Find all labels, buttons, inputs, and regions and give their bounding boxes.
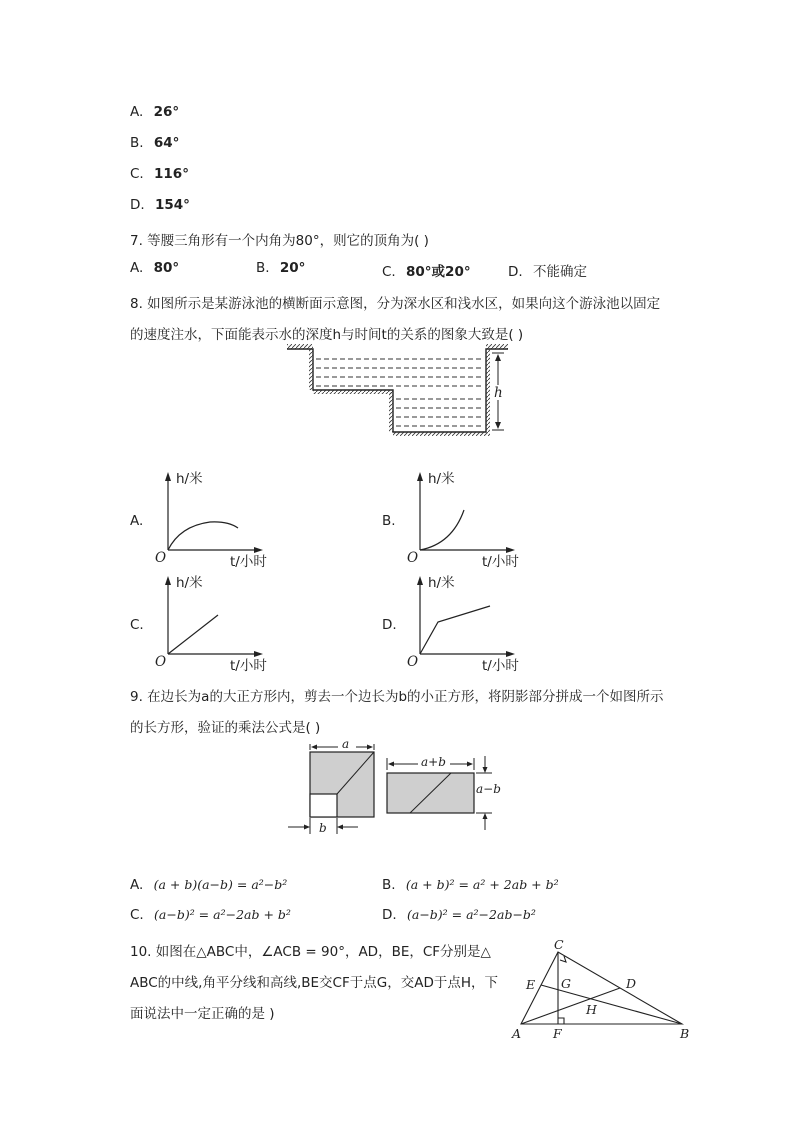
option-text: 80° [153,260,180,276]
option-letter: B. [130,135,144,151]
point-label-b: B [680,1026,690,1041]
graph-origin: O [155,654,167,670]
option-letter: D. [130,197,145,213]
fig-label-a-plus-b: a+b [421,755,446,769]
point-label-h: H [586,1002,597,1017]
graph-origin: O [407,550,419,566]
q9-stem-line1: 9. 在边长为a的大正方形内，剪去一个边长为b的小正方形，将阴影部分拼成一个如图所示 [130,689,664,705]
option-letter: B. [382,513,396,529]
q7-option-a [130,260,179,276]
graph-ylabel: h/米 [176,575,203,591]
option-letter: A. [130,513,144,529]
q7-option-c [382,260,471,280]
option-text: (a−b)² = a²−2ab + b² [154,907,291,922]
pool-h-label: h [494,385,503,401]
option-letter: B. [256,260,270,276]
q8-stem-line1: 8. 如图所示是某游泳池的横断面示意图，分为深水区和浅水区，如果向这个游泳池以固定 [130,296,661,312]
option-letter: A. [130,877,144,893]
q9-option-d [382,907,536,923]
point-label-d: D [626,976,637,991]
q6-option-d [130,197,190,213]
option-text: (a + b)² = a² + 2ab + b² [405,877,559,892]
option-letter: B. [382,877,396,893]
point-label-f: F [553,1026,562,1041]
q6-option-a [130,104,179,120]
q10-stem-line2: ABC的中线,角平分线和高线,BE交CF于点G，交AD于点H，下 [130,975,498,991]
q9-stem-line2: 的长方形，验证的乘法公式是( ) [130,720,321,736]
option-text: 26° [153,104,180,120]
option-letter: D. [382,907,397,923]
fig-label-a: a [342,737,350,751]
graph-origin: O [155,550,167,566]
graph-ylabel: h/米 [428,471,455,487]
option-text: 不能确定 [532,264,587,280]
option-text: (a−b)² = a²−2ab−b² [406,907,536,922]
option-text: 116° [154,166,189,182]
q7-stem: 7. 等腰三角形有一个内角为80°，则它的顶角为( ) [130,233,429,249]
graph-xlabel: t/小时 [230,554,267,570]
point-label-e: E [526,977,536,992]
option-text: 64° [153,135,180,151]
q9-option-c [130,907,291,923]
graph-xlabel: t/小时 [482,554,519,570]
graph-xlabel: t/小时 [482,658,519,674]
point-label-g: G [561,976,571,991]
q9-option-a [130,877,287,893]
option-letter: C. [130,166,144,182]
graph-ylabel: h/米 [428,575,455,591]
q7-option-d [508,260,587,280]
point-label-a: A [512,1026,522,1041]
graph-ylabel: h/米 [176,471,203,487]
option-letter: D. [508,264,523,280]
graph-xlabel: t/小时 [230,658,267,674]
option-letter: C. [130,907,144,923]
option-text: 20° [279,260,306,276]
fig-label-b: b [319,821,327,835]
option-letter: C. [382,264,396,280]
option-text: 80°或20° [406,264,471,280]
graph-origin: O [407,654,419,670]
q10-stem-line3: 面说法中一定正确的是 ) [130,1006,275,1022]
option-text: 154° [154,197,190,213]
q7-option-b [256,260,305,276]
q6-option-b [130,135,179,151]
q6-option-c [130,166,189,182]
option-letter: C. [130,617,144,633]
option-letter: D. [382,617,397,633]
point-label-c: C [554,937,564,952]
option-letter: A. [130,260,144,276]
option-text: (a + b)(a−b) = a²−b² [153,877,288,892]
fig-label-a-minus-b: a−b [476,782,501,796]
q10-stem-line1: 10. 如图在△ABC中，∠ACB = 90°，AD，BE，CF分别是△ [130,944,491,960]
q8-stem-line2: 的速度注水，下面能表示水的深度h与时间t的关系的图象大致是( ) [130,327,524,343]
q9-option-b [382,877,559,893]
option-letter: A. [130,104,144,120]
